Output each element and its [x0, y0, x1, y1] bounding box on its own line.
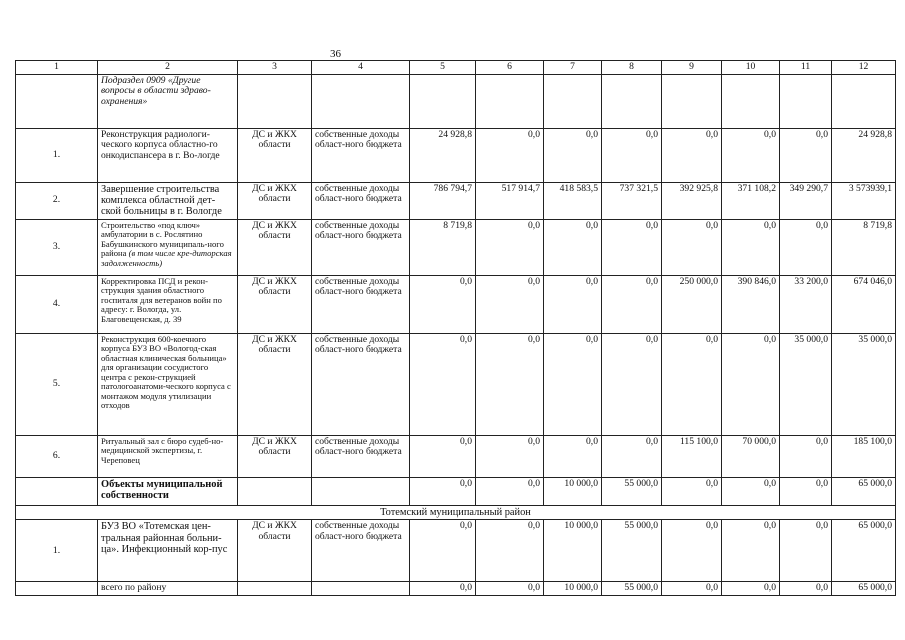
- empty-cell: [602, 74, 662, 128]
- amount-cell: 0,0: [780, 128, 832, 182]
- column-header: 2: [98, 61, 238, 75]
- project-name-text: Реконструкция радиологи-ческого корпуса областно-го онкодиспансера в г. Во-логде: [101, 128, 220, 161]
- amount-cell: 0,0: [780, 219, 832, 275]
- project-name: [98, 275, 238, 333]
- empty-cell: [238, 477, 312, 505]
- empty-cell: [312, 74, 410, 128]
- row-number: 1.: [16, 128, 98, 182]
- empty-cell: [16, 477, 98, 505]
- amount-cell: 0,0: [602, 219, 662, 275]
- amount-cell: 0,0: [476, 520, 544, 582]
- amount-cell: 0,0: [780, 477, 832, 505]
- header-row: [16, 61, 896, 75]
- amount-cell: 250 000,0: [662, 275, 722, 333]
- amount-cell: 0,0: [544, 333, 602, 435]
- amount-cell: 24 928,8: [832, 128, 896, 182]
- empty-cell: [238, 582, 312, 596]
- amount-cell: 0,0: [476, 435, 544, 477]
- amount-cell: 0,0: [476, 477, 544, 505]
- project-name: БУЗ ВО «Тотемская цен-тральная районная больни-ца». Инфекционный кор-пус: [98, 520, 238, 582]
- amount-cell: 786 794,7: [410, 182, 476, 219]
- district-title: Тотемский муниципальный район: [16, 505, 896, 519]
- amount-cell: 0,0: [476, 333, 544, 435]
- amount-cell: 0,0: [722, 520, 780, 582]
- empty-cell: [410, 74, 476, 128]
- row-number: 5.: [16, 333, 98, 435]
- empty-cell: [476, 74, 544, 128]
- empty-cell: [238, 74, 312, 128]
- amount-cell: 65 000,0: [832, 520, 896, 582]
- project-name: [98, 435, 238, 477]
- amount-cell: 0,0: [722, 477, 780, 505]
- empty-cell: [722, 74, 780, 128]
- empty-cell: [544, 74, 602, 128]
- amount-cell: 65 000,0: [832, 477, 896, 505]
- amount-cell: 392 925,8: [662, 182, 722, 219]
- amount-cell: 0,0: [722, 219, 780, 275]
- amount-cell: 0,0: [410, 435, 476, 477]
- column-header: 9: [662, 61, 722, 75]
- amount-cell: 55 000,0: [602, 477, 662, 505]
- empty-cell: [780, 74, 832, 128]
- column-header: 10: [722, 61, 780, 75]
- amount-cell: 674 046,0: [832, 275, 896, 333]
- investment-table: [15, 60, 896, 596]
- amount-cell: 0,0: [544, 219, 602, 275]
- empty-cell: [662, 74, 722, 128]
- amount-cell: 24 928,8: [410, 128, 476, 182]
- row-number: 3.: [16, 219, 98, 275]
- page-number: 36: [330, 48, 341, 60]
- amount-cell: 33 200,0: [780, 275, 832, 333]
- column-header: 7: [544, 61, 602, 75]
- amount-cell: 0,0: [722, 333, 780, 435]
- district-total-row: [16, 582, 896, 596]
- amount-cell: 418 583,5: [544, 182, 602, 219]
- amount-cell: 0,0: [410, 275, 476, 333]
- project-name-text: Реконструкция 600-коечного корпуса БУЗ ВО «Вологод-ская областная клиническая больница» для организации сосудистого центра с рекон-струкцией патологоанатоми-ческого корпуса с монтажом модуля утилизации отходов: [101, 333, 231, 411]
- customer: ДС и ЖКХ области: [238, 435, 312, 477]
- amount-cell: 0,0: [602, 275, 662, 333]
- column-header: 1: [16, 61, 98, 75]
- municipal-total-label: Объекты муниципальной собственности: [98, 477, 238, 505]
- project-name: [98, 128, 238, 182]
- row-number: 2.: [16, 182, 98, 219]
- amount-cell: 0,0: [410, 582, 476, 596]
- empty-cell: [16, 582, 98, 596]
- column-header: 12: [832, 61, 896, 75]
- customer: ДС и ЖКХ области: [238, 520, 312, 582]
- amount-cell: 517 914,7: [476, 182, 544, 219]
- customer: ДС и ЖКХ области: [238, 219, 312, 275]
- amount-cell: 0,0: [544, 275, 602, 333]
- funding-source: собственные доходы област-ного бюджета: [312, 219, 410, 275]
- amount-cell: 35 000,0: [780, 333, 832, 435]
- amount-cell: 0,0: [476, 582, 544, 596]
- project-row: [16, 520, 896, 582]
- amount-cell: 0,0: [410, 477, 476, 505]
- amount-cell: 0,0: [476, 219, 544, 275]
- amount-cell: 0,0: [410, 333, 476, 435]
- district-row: [16, 505, 896, 519]
- amount-cell: 390 846,0: [722, 275, 780, 333]
- amount-cell: 0,0: [544, 435, 602, 477]
- amount-cell: 0,0: [722, 128, 780, 182]
- amount-cell: 8 719,8: [832, 219, 896, 275]
- empty-cell: [312, 477, 410, 505]
- customer: ДС и ЖКХ области: [238, 182, 312, 219]
- amount-cell: 0,0: [544, 128, 602, 182]
- amount-cell: 10 000,0: [544, 520, 602, 582]
- row-number: 4.: [16, 275, 98, 333]
- amount-cell: 737 321,5: [602, 182, 662, 219]
- funding-source: собственные доходы област-ного бюджета: [312, 435, 410, 477]
- column-header: 5: [410, 61, 476, 75]
- project-row: [16, 128, 896, 182]
- project-name: [98, 182, 238, 219]
- project-name-text: Ритуальный зал с бюро судеб-но-медицинской экспертизы, г. Череповец: [101, 435, 224, 465]
- customer: ДС и ЖКХ области: [238, 128, 312, 182]
- amount-cell: 0,0: [662, 520, 722, 582]
- funding-source: собственные доходы област-ного бюджета: [312, 182, 410, 219]
- project-name-text: Корректировка ПСД и рекон-струкция здания областного госпиталя для ветеранов войн по адресу: г. Вологда, ул. Благовещенская, д. 39: [101, 275, 222, 324]
- amount-cell: 70 000,0: [722, 435, 780, 477]
- amount-cell: 35 000,0: [832, 333, 896, 435]
- project-name: [98, 333, 238, 435]
- amount-cell: 0,0: [722, 582, 780, 596]
- row-number: 6.: [16, 435, 98, 477]
- column-header: 6: [476, 61, 544, 75]
- amount-cell: 371 108,2: [722, 182, 780, 219]
- subsection-title: Подраздел 0909 «Другие вопросы в области здраво-охранения»: [98, 74, 238, 128]
- amount-cell: 0,0: [780, 435, 832, 477]
- customer: ДС и ЖКХ области: [238, 275, 312, 333]
- amount-cell: 55 000,0: [602, 520, 662, 582]
- project-name: [98, 219, 238, 275]
- column-header: 11: [780, 61, 832, 75]
- amount-cell: 0,0: [410, 520, 476, 582]
- amount-cell: 65 000,0: [832, 582, 896, 596]
- customer: ДС и ЖКХ области: [238, 333, 312, 435]
- amount-cell: 0,0: [662, 477, 722, 505]
- amount-cell: 10 000,0: [544, 582, 602, 596]
- amount-cell: 185 100,0: [832, 435, 896, 477]
- amount-cell: 0,0: [780, 520, 832, 582]
- amount-cell: 0,0: [662, 333, 722, 435]
- empty-cell: [16, 74, 98, 128]
- project-row: [16, 333, 896, 435]
- amount-cell: 0,0: [476, 275, 544, 333]
- column-header: 4: [312, 61, 410, 75]
- funding-source: собственные доходы област-ного бюджета: [312, 275, 410, 333]
- project-name-text: Завершение строительства комплекса областной дет-ской больницы в г. Вологде: [101, 183, 222, 218]
- column-header: 3: [238, 61, 312, 75]
- district-total-label: всего по району: [98, 582, 238, 596]
- project-row: [16, 219, 896, 275]
- amount-cell: 0,0: [602, 333, 662, 435]
- row-number: 1.: [16, 520, 98, 582]
- amount-cell: 3 573939,1: [832, 182, 896, 219]
- amount-cell: 0,0: [602, 128, 662, 182]
- project-row: [16, 435, 896, 477]
- municipal-total-row: [16, 477, 896, 505]
- amount-cell: 0,0: [662, 128, 722, 182]
- amount-cell: 8 719,8: [410, 219, 476, 275]
- funding-source: собственные доходы област-ного бюджета: [312, 520, 410, 582]
- amount-cell: 115 100,0: [662, 435, 722, 477]
- column-header: 8: [602, 61, 662, 75]
- amount-cell: 0,0: [602, 435, 662, 477]
- funding-source: собственные доходы област-ного бюджета: [312, 128, 410, 182]
- project-row: [16, 275, 896, 333]
- project-name-text: Строительство «под ключ» амбулатории в с. Рослятино Бабушкинского муниципаль-ного района: [101, 219, 224, 259]
- amount-cell: 349 290,7: [780, 182, 832, 219]
- project-row: [16, 182, 896, 219]
- amount-cell: 0,0: [780, 582, 832, 596]
- funding-source: собственные доходы област-ного бюджета: [312, 333, 410, 435]
- project-name-note: (в том числе кре-диторская задолженность): [101, 248, 232, 268]
- amount-cell: 55 000,0: [602, 582, 662, 596]
- amount-cell: 0,0: [662, 219, 722, 275]
- empty-cell: [312, 582, 410, 596]
- empty-cell: [832, 74, 896, 128]
- amount-cell: 0,0: [476, 128, 544, 182]
- amount-cell: 0,0: [662, 582, 722, 596]
- amount-cell: 10 000,0: [544, 477, 602, 505]
- subsection-row: [16, 74, 896, 128]
